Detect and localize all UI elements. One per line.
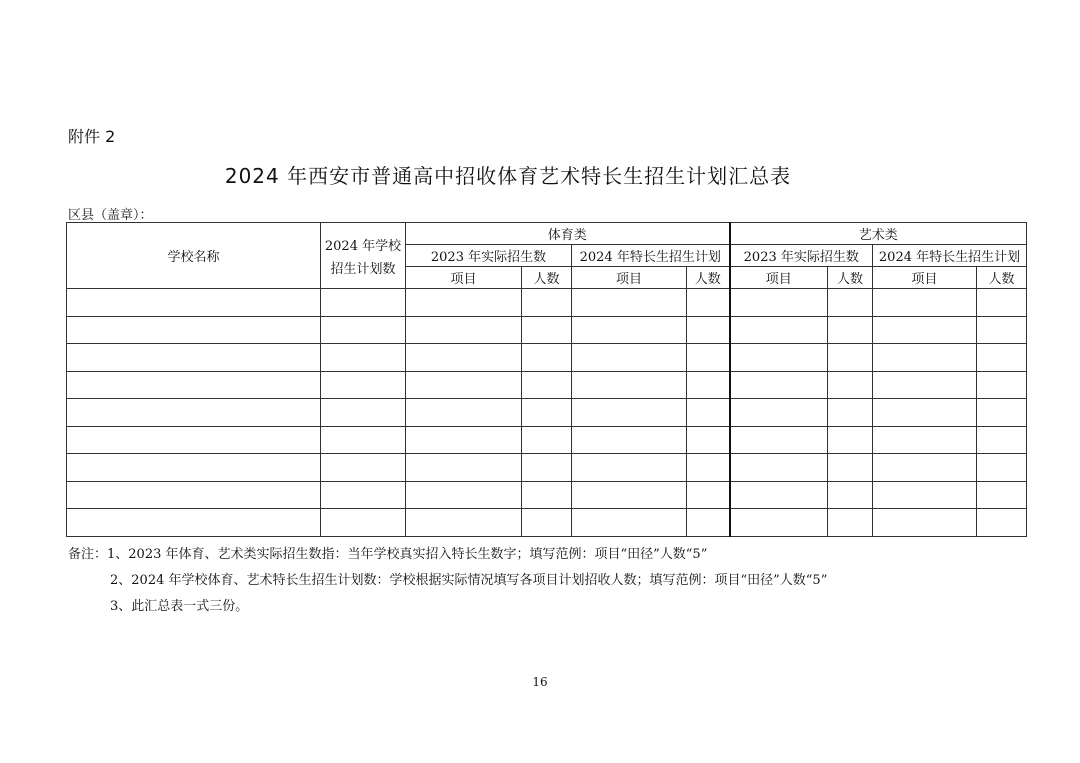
table-cell — [873, 454, 977, 482]
table-cell — [67, 371, 321, 399]
table-cell — [873, 509, 977, 537]
table-cell — [522, 316, 572, 344]
header-arts-actual-2023: 2023 年实际招生数 — [730, 245, 873, 267]
table-cell — [572, 344, 687, 372]
table-cell — [730, 509, 828, 537]
table-cell — [572, 289, 687, 317]
table-cell — [321, 481, 406, 509]
table-cell — [67, 454, 321, 482]
table-cell — [406, 509, 522, 537]
note-line-2: 2、2024 年学校体育、艺术特长生招生计划数：学校根据实际情况填写各项目计划招收人数；填写范例：项目“田径”人数“5” — [110, 573, 828, 588]
header-sports-actual-2023: 2023 年实际招生数 — [406, 245, 572, 267]
table-cell — [572, 316, 687, 344]
table-row — [67, 426, 1027, 454]
table-cell — [321, 289, 406, 317]
table-cell — [67, 344, 321, 372]
table-cell — [828, 371, 873, 399]
header-count: 人数 — [687, 267, 730, 289]
table-cell — [687, 344, 730, 372]
page-number: 16 — [532, 675, 548, 689]
table-cell — [321, 371, 406, 399]
table-row — [67, 344, 1027, 372]
attachment-label: 附件 2 — [68, 127, 116, 146]
table-cell — [873, 426, 977, 454]
table-cell — [730, 426, 828, 454]
table-cell — [873, 399, 977, 427]
table-cell — [321, 509, 406, 537]
header-item: 项目 — [572, 267, 687, 289]
table-body — [67, 289, 1027, 537]
table-cell — [572, 509, 687, 537]
table-cell — [828, 344, 873, 372]
table-cell — [687, 481, 730, 509]
table-cell — [406, 371, 522, 399]
table-cell — [730, 454, 828, 482]
header-school-plan-line1: 2024 年学校 — [324, 238, 402, 254]
header-item: 项目 — [406, 267, 522, 289]
table-cell — [321, 399, 406, 427]
table-cell — [687, 289, 730, 317]
table-cell — [572, 454, 687, 482]
table-cell — [687, 509, 730, 537]
table-cell — [522, 454, 572, 482]
table-row — [67, 316, 1027, 344]
table-cell — [977, 426, 1027, 454]
table-cell — [321, 454, 406, 482]
table-row — [67, 399, 1027, 427]
table-row — [67, 509, 1027, 537]
table-cell — [873, 344, 977, 372]
table-cell — [687, 399, 730, 427]
note-line-3: 3、此汇总表一式三份。 — [110, 599, 249, 614]
table-cell — [67, 399, 321, 427]
table-cell — [406, 481, 522, 509]
table-cell — [67, 481, 321, 509]
table-cell — [572, 426, 687, 454]
header-arts: 艺术类 — [730, 223, 1027, 245]
table-cell — [522, 371, 572, 399]
table-cell — [977, 344, 1027, 372]
table-cell — [828, 454, 873, 482]
table-cell — [828, 426, 873, 454]
table-cell — [873, 481, 977, 509]
notes-block — [68, 542, 827, 620]
header-school-name: 学校名称 — [67, 223, 321, 289]
table-cell — [321, 316, 406, 344]
table-row — [67, 481, 1027, 509]
table-cell — [977, 481, 1027, 509]
table-cell — [406, 344, 522, 372]
header-arts-plan-2024: 2024 年特长生招生计划 — [873, 245, 1027, 267]
table-cell — [687, 371, 730, 399]
table-row — [67, 454, 1027, 482]
table-cell — [977, 509, 1027, 537]
table-cell — [522, 509, 572, 537]
table-cell — [977, 289, 1027, 317]
document-title: 2024 年西安市普通高中招收体育艺术特长生招生计划汇总表 — [224, 164, 792, 188]
table-cell — [730, 399, 828, 427]
table-cell — [572, 399, 687, 427]
table-cell — [977, 371, 1027, 399]
table-cell — [572, 371, 687, 399]
table-cell — [730, 371, 828, 399]
table-cell — [687, 454, 730, 482]
table-cell — [730, 481, 828, 509]
header-item: 项目 — [730, 267, 828, 289]
table-cell — [687, 316, 730, 344]
summary-table — [66, 222, 1027, 537]
table-cell — [522, 344, 572, 372]
table-cell — [977, 316, 1027, 344]
table-cell — [828, 481, 873, 509]
district-label: 区县（盖章）： — [68, 208, 153, 223]
note-line-1: 备注：1、2023 年体育、艺术类实际招生数指：当年学校真实招入特长生数字；填写范例：项目“田径”人数“5” — [68, 547, 708, 562]
table-cell — [406, 316, 522, 344]
table-cell — [977, 454, 1027, 482]
table-cell — [572, 481, 687, 509]
table-cell — [406, 426, 522, 454]
table-cell — [730, 289, 828, 317]
table-cell — [522, 426, 572, 454]
table-cell — [828, 509, 873, 537]
table-cell — [406, 454, 522, 482]
header-count: 人数 — [522, 267, 572, 289]
table-cell — [522, 481, 572, 509]
table-cell — [321, 426, 406, 454]
table-cell — [67, 509, 321, 537]
table-row — [67, 289, 1027, 317]
table-cell — [730, 316, 828, 344]
table-cell — [687, 426, 730, 454]
table-cell — [828, 316, 873, 344]
table-cell — [67, 426, 321, 454]
table-cell — [321, 344, 406, 372]
table-cell — [522, 399, 572, 427]
header-sports-plan-2024: 2024 年特长生招生计划 — [572, 245, 730, 267]
table-cell — [828, 399, 873, 427]
header-school-plan-line2: 招生计划数 — [330, 261, 396, 277]
header-count: 人数 — [977, 267, 1027, 289]
table-cell — [406, 289, 522, 317]
table-cell — [522, 289, 572, 317]
header-school-plan — [321, 223, 406, 289]
table-cell — [873, 316, 977, 344]
table-cell — [828, 289, 873, 317]
table-cell — [406, 399, 522, 427]
table-row — [67, 371, 1027, 399]
header-count: 人数 — [828, 267, 873, 289]
table-cell — [67, 316, 321, 344]
header-item: 项目 — [873, 267, 977, 289]
header-sports: 体育类 — [406, 223, 730, 245]
table-cell — [730, 344, 828, 372]
table-cell — [977, 399, 1027, 427]
table-cell — [873, 371, 977, 399]
table-cell — [873, 289, 977, 317]
table-cell — [67, 289, 321, 317]
